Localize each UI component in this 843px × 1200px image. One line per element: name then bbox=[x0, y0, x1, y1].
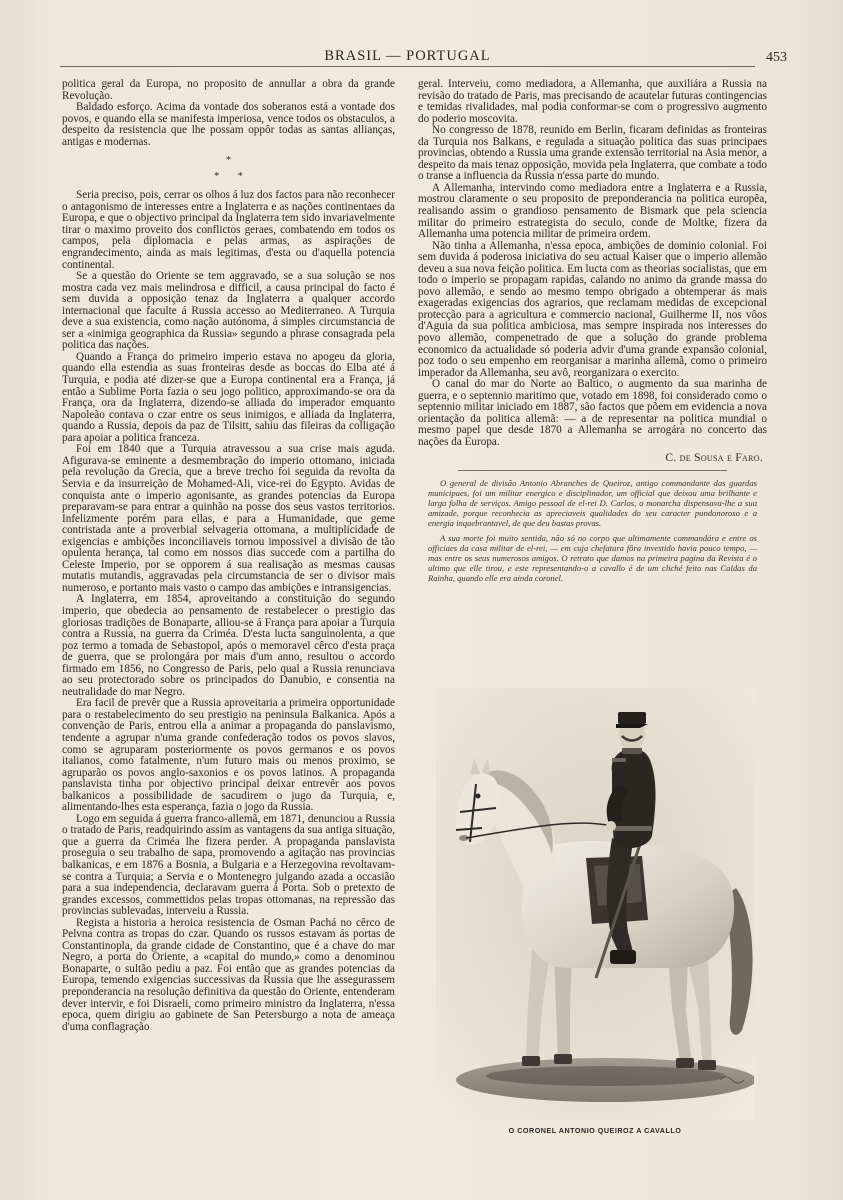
stars-bottom: * * bbox=[214, 171, 243, 183]
running-title: BRASIL — PORTUGAL bbox=[324, 48, 491, 64]
horse-rider-illustration bbox=[436, 688, 754, 1120]
separator-rule bbox=[458, 470, 727, 471]
paragraph: Baldado esforço. Acima da vontade dos soberanos está a vontade dos povos, e quando ella se manifesta imperiosa, vence todos os obstaculos, a despeito da resistencia que lhe possam oppôr todas as santas allianças, antigas e modernas. bbox=[62, 101, 395, 148]
paragraph: geral. Interveiu, como mediadora, a Allemanha, que auxiliára a Russia na revisão do tratado de Paris, mas precisando de acautelar futuras contingencias e temidas rivalidades, mal podia conformar-se com o progressivo augmento do poderio moscovita. bbox=[418, 78, 767, 125]
photo-caption: O CORONEL ANTONIO QUEIROZ A CAVALLO bbox=[508, 1126, 682, 1135]
caption-paragraph: A sua morte foi muito sentida, não só no corpo que ultimamente commandára e entre os officiaes da casa militar de el-rei, — em cuja chefatura fôra investido havia pouco tempo, — mas entre os seus numerosos amigos. O retrato que damos na primeira pagina da Revista é o ultimo que elle tirou, e este representando-o a cavallo é de um cliché feito nas Caldas da Rainha, quando elle era ainda coronel. bbox=[428, 533, 757, 584]
author-signature: C. de Sousa e Faro. bbox=[665, 451, 763, 464]
paragraph: Regista a historia a heroica resistencia de Osman Pachá no cêrco de Pelvna contra as tropas do czar. Quando os russos estavam ás portas de Constantinopla, da grande cidade de Constantino, que é a chave do mar Negro, a porta do Oriente, a «capital do mundo,» como a denominou Bonaparte, o sultão pediu a paz. Foi então que as grandes potencias da Europa, temendo exigencias successivas da Russia que lhe assegurassem preponderancia na resolução definitiva da questão do Oriente, entenderam dever intervir, e foi Disraeli, como primeiro ministro da Inglaterra, n'essa epoca, quem dirigiu ao gabinete de San Petersburgo a nota de ameaça d'uma conflagração bbox=[62, 916, 395, 1033]
page-number: 453 bbox=[766, 50, 787, 65]
photo-description bbox=[418, 478, 767, 583]
paragraph: Se a questão do Oriente se tem aggravado, se a sua solução se nos mostra cada vez mais melindrosa e difficil, a causa principal do facto é sem duvida a opposição tenaz da Inglaterra a qualquer accordo internacional que faculte á Russia accesso ao Mediterraneo. A Turquia deve a sua existencia, como nação autónoma, á simples circumstancia de ser a «inimiga geographica da Russia» segundo a phrase consagrada pela politica das nações. bbox=[62, 270, 395, 352]
paragraph: O canal do mar do Norte ao Baltico, o augmento da sua marinha de guerra, e o septennio maritimo que, votado em 1898, foi considerado como o septennio militar iniciado em 1887, são factos que põem em evidencia a nova orientação da politica allemã: — a de representar na politica mundial o mesmo papel que desde 1870 a Allemanha se arrogára no concerto das nações da Europa. bbox=[418, 378, 767, 448]
paragraph: No congresso de 1878, reunido em Berlin, ficaram definidas as fronteiras da Turquia nos Balkans, e regulada a situação politica das suas principaes provincias, obtendo a Russia uma grande extensão territorial na Asia menor, a despeito da mais tenaz opposição, movida pela Inglaterra, que combate a todo o transe a influencia da Russia n'essa parte do mundo. bbox=[418, 124, 767, 183]
paragraph: Logo em seguida á guerra franco-allemã, em 1871, denunciou a Russia o tratado de Paris, readquirindo assim as vantagens da sua antiga situação, que a guerra da Criméa lhe fizera perder. A propaganda panslavista proseguia o seu trabalho de sapa, promovendo a agitação nas provincias balkanicas, e em 1876 a Bosnia, a Bulgaria e a Herzegovina revoltavam-se contra a Turquia; a Servia e o Montenegro julgando azada a occasião para a sua independencia, declaravam guerra á Porta. Sob o pretexto de grandes excessos, commettidos pelas tropas ottomanas, na repressão das provincias sublevadas, interveiu a Russia. bbox=[62, 812, 395, 918]
paragraph: Era facil de prevêr que a Russia aproveitaria a primeira opportunidade para o restabelecimento do seu prestigio na peninsula Balkanica. Após a convenção de Paris, entrou ella a animar a propaganda do panslavismo, tendente a agrupar n'uma grande confederação todos os povos slavos, como se agruparam posteriormente os povos germanos e os povos italianos, como fatalmente, n'um futuro mais ou menos proximo, se agruparão os povos anglo-saxonios e os povos latinos. A propaganda panslavista tinha por objectivo principal deixar entrevêr aos povos balkanicos a possibilidade de sacudirem o jugo da Turquia, e, alimentando-lhes esta esperança, fazia o jogo da Russia. bbox=[62, 697, 395, 814]
paragraph: Seria preciso, pois, cerrar os olhos á luz dos factos para não reconhecer o antagonismo de interesses entre a Inglaterra e as nações continentaes da Europa, e que o objectivo principal da Inglaterra tem sido invariavelmente tirar o maximo proveito dos conflictos geraes, combatendo em todos os campos, pela diplomacia e pelas armas, as aspirações de engrandecimento, ainda as mais legitimas, d'esta ou d'aquella potencia continental. bbox=[62, 189, 395, 271]
paragraph: Foi em 1840 que a Turquia atravessou a sua crise mais aguda. Afigurava-se eminente a desmembração do imperio ottomano, iniciada pela revolução da Grecia, que a breve trecho foi seguida da revolta da Servia e da insurreição de Mohamed-Ali, vice-rei do Egypto. Avidas de conquista ante o imperio agonisante, as grandes potencias da Europa preparavam-se para entrar a quinhão na posse dos seus vastos territorios. Infelizmente porém para ellas, e para a Humanidade, que geme contristada ante a proverbial selvageria ottomana, a multiplicidade de exigencias e ambições inconciliaveis tornou impossivel a divisão de tão opulenta herança, tal como em nossos dias succede com a partilha do Celeste Imperio, por se opporem á sua realisação as mesmas causas mutatis mutandis, aggravadas pela circumstancia de ser o divisor mais numeroso, e portanto mais vasto o campo das ambições e intransigencias. bbox=[62, 443, 395, 594]
section-divider-stars bbox=[62, 156, 395, 182]
caption-paragraph: O general de divisão Antonio Abranches de Queiroz, antigo commandante das guardas municipaes, foi um militar energico e disciplinador, um official que deixou uma brilhante e larga folha de serviços. Amigo pessoal de el-rei D. Carlos, o monarcha dispensava-lhe a sua amizade, porque reconhecia as apreciaveis qualidades do seu caracter pundonoroso e a energia inquebrantavel, de que deu bastas provas. bbox=[428, 478, 757, 529]
page-header bbox=[60, 46, 787, 67]
right-column bbox=[418, 79, 767, 588]
paragraph: politica geral da Europa, no proposito de annullar a obra da grande Revolução. bbox=[62, 78, 395, 102]
stars-top: * bbox=[226, 155, 231, 167]
left-column bbox=[62, 79, 395, 1033]
equestrian-portrait-photo bbox=[436, 688, 754, 1120]
paragraph: Não tinha a Allemanha, n'essa epoca, ambições de dominio colonial. Foi sem duvida á poderosa iniciativa do seu actual Kaiser que o imperio allemão deveu a sua nova feição politica. Em lucta com as theorias socialistas, que em todo o imperio se propagam rapidas, calando no animo da grande massa do povo allemão, e sendo ao mesmo tempo obrigado a obtemperar ás mais exageradas exigencias dos agrarios, que reclamam medidas de excepcional protecção para a agricultura e commercio nacional, Guilherme II, nos vôos d'Aguia da sua politica ambiciosa, mas sempre inspirada nos interesses do povo allemão, compenetrado de que a solução do grande problema economico da actualidade só poderia advir d'uma grande expansão colonial, poz todo o seu empenho em reorganisar a marinha allemã, como o primeiro imperador da Allemanha, seu avô, reorganizara o exercito. bbox=[418, 239, 767, 379]
paragraph: Quando a França do primeiro imperio estava no apogeu da gloria, quando ella estendia as suas fronteiras desde as boccas do Elba até á Turquia, e podia até dizer-se que a Europa continental era a França, já então a Sublime Porta fazia o seu jogo politico, approximando-se ora da França, ora da Inglaterra, dizendo-se alliada do imperador emquanto Napoleão contava o czar entre os seus inimigos, e alliada da Inglaterra, quando a Russia, depois da paz de Tilsitt, sahiu das fileiras da colligação para apoiar a politica franceza. bbox=[62, 350, 395, 444]
paragraph: A Inglaterra, em 1854, aproveitando a constituição do segundo imperio, que obedecia ao pensamento de restabelecer o prestigio das gloriosas tradições de Bonaparte, alliou-se á França para apoiar a Turquia contra a Russia, na guerra da Criméa. D'esta lucta sanguinolenta, a que poz termo a tomada de Sebastopol, após o memoravel cêrco d'esta praça de guerra, que se prolongára por mais d'um anno, resultou o accordo firmado em 1856, no Congresso de Paris, pelo qual a Russia renunciava ao seu protectorado sobre os principados do Danubio, e consentia na neutralidade do mar Negro. bbox=[62, 593, 395, 698]
paragraph: A Allemanha, intervindo como mediadora entre a Inglaterra e a Russia, mostrou claramente o seu proposito de preponderancia na politica europêa, realisando assim o grandioso pensamento de Bismark que pela sciencia militar do primeiro estrategista do seculo, conde de Moltke, fizera da Allemanha uma potencia militar de primeira ordem. bbox=[418, 181, 767, 241]
